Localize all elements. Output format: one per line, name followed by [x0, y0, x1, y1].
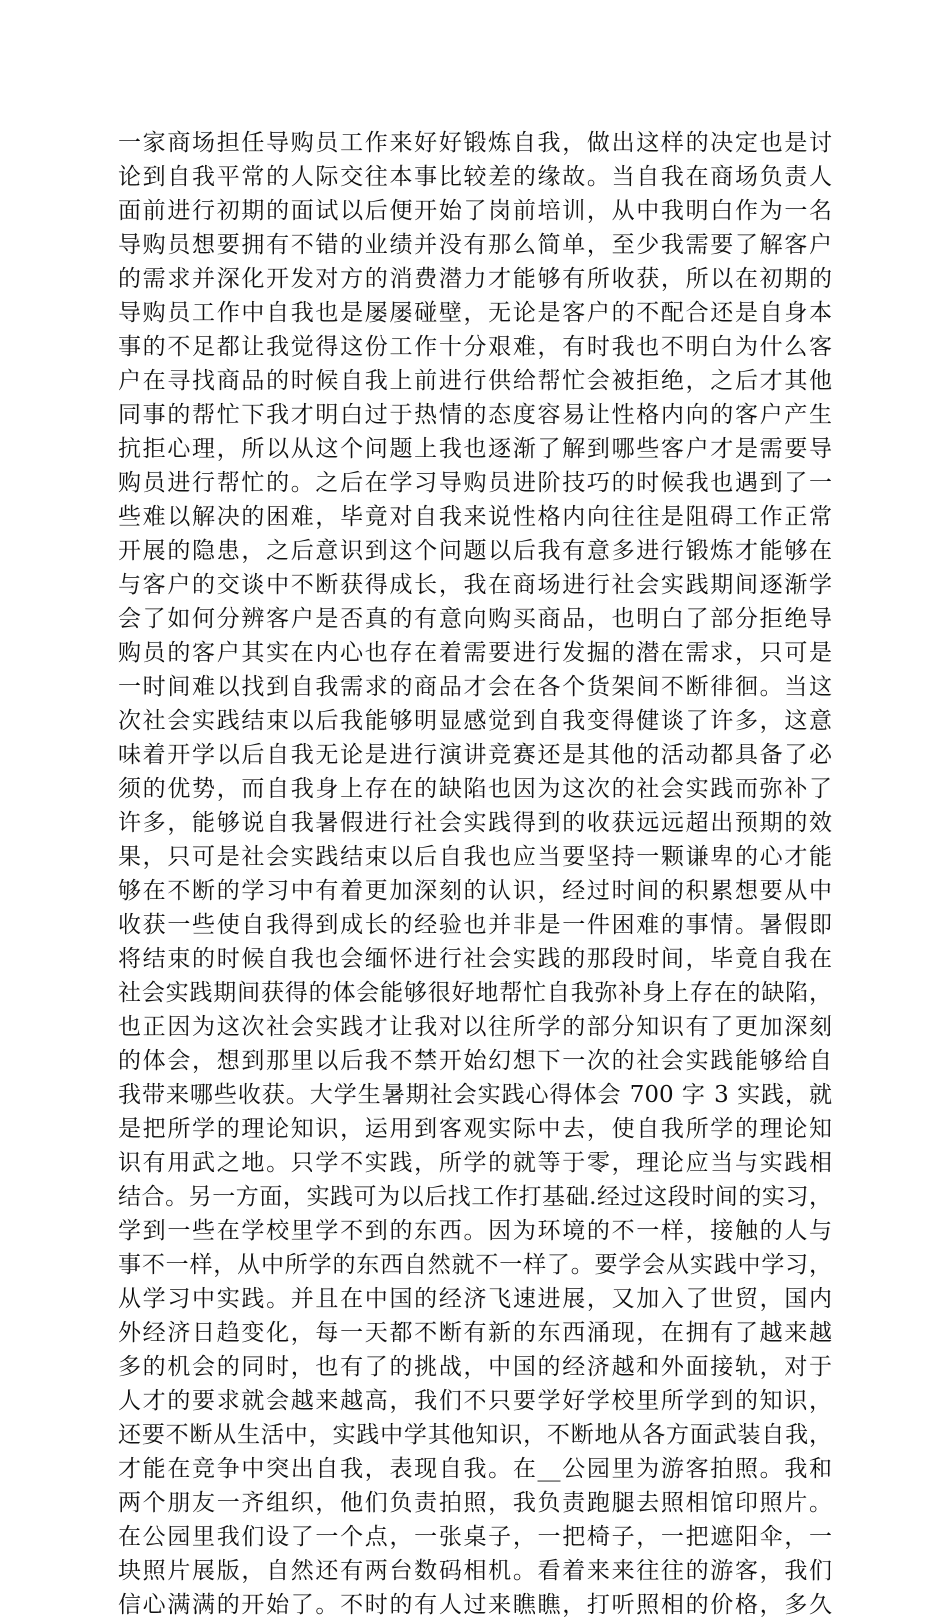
text-line: 购员的客户其实在内心也存在着需要进行发掘的潜在需求，只可是 [118, 640, 832, 666]
text-line: 会了如何分辨客户是否真的有意向购买商品，也明白了部分拒绝导 [118, 606, 832, 632]
text-line: 才能在竞争中突出自我，表现自我。在__公园里为游客拍照。我和 [118, 1456, 832, 1482]
text-line: 人才的要求就会越来越高，我们不只要学好学校里所学到的知识， [118, 1388, 832, 1414]
text-line: 够在不断的学习中有着更加深刻的认识，经过时间的积累想要从中 [118, 878, 832, 904]
body-text [118, 126, 832, 1622]
text-line: 一家商场担任导购员工作来好好锻炼自我，做出这样的决定也是讨 [118, 130, 832, 156]
text-line: 抗拒心理，所以从这个问题上我也逐渐了解到哪些客户才是需要导 [118, 436, 832, 462]
text-line: 在公园里我们设了一个点，一张桌子，一把椅子，一把遮阳伞，一 [118, 1524, 832, 1550]
text-line: 开展的隐患，之后意识到这个问题以后我有意多进行锻炼才能够在 [118, 538, 832, 564]
text-line: 还要不断从生活中，实践中学其他知识，不断地从各方面武装自我， [118, 1422, 832, 1448]
text-line: 户在寻找商品的时候自我上前进行供给帮忙会被拒绝，之后才其他 [118, 368, 832, 394]
text-line: 购员进行帮忙的。之后在学习导购员进阶技巧的时候我也遇到了一 [118, 470, 832, 496]
text-line: 外经济日趋变化，每一天都不断有新的东西涌现，在拥有了越来越 [118, 1320, 832, 1346]
text-line: 的体会，想到那里以后我不禁开始幻想下一次的社会实践能够给自 [118, 1048, 832, 1074]
text-line: 两个朋友一齐组织，他们负责拍照，我负责跑腿去照相馆印照片。 [118, 1490, 832, 1516]
text-line: 一时间难以找到自我需求的商品才会在各个货架间不断徘徊。当这 [118, 674, 832, 700]
text-line: 导购员工作中自我也是屡屡碰壁，无论是客户的不配合还是自身本 [118, 300, 832, 326]
text-line: 果，只可是社会实践结束以后自我也应当要坚持一颗谦卑的心才能 [118, 844, 832, 870]
text-line: 结合。另一方面，实践可为以后找工作打基础.经过这段时间的实习， [118, 1184, 832, 1210]
text-line: 的需求并深化开发对方的消费潜力才能够有所收获，所以在初期的 [118, 266, 832, 292]
text-line: 我带来哪些收获。大学生暑期社会实践心得体会 700 字 3 实践，就 [118, 1082, 832, 1108]
text-line: 识有用武之地。只学不实践，所学的就等于零，理论应当与实践相 [118, 1150, 832, 1176]
text-line: 次社会实践结束以后我能够明显感觉到自我变得健谈了许多，这意 [118, 708, 832, 734]
text-line: 将结束的时候自我也会缅怀进行社会实践的那段时间，毕竟自我在 [118, 946, 832, 972]
text-line: 从学习中实践。并且在中国的经济飞速进展，又加入了世贸，国内 [118, 1286, 832, 1312]
text-line: 社会实践期间获得的体会能够很好地帮忙自我弥补身上存在的缺陷， [118, 980, 832, 1006]
text-line: 事的不足都让我觉得这份工作十分艰难，有时我也不明白为什么客 [118, 334, 832, 360]
text-line: 是把所学的理论知识，运用到客观实际中去，使自我所学的理论知 [118, 1116, 832, 1142]
text-line: 学到一些在学校里学不到的东西。因为环境的不一样，接触的人与 [118, 1218, 832, 1244]
text-line: 块照片展版，自然还有两台数码相机。看着来来往往的游客，我们 [118, 1558, 832, 1584]
text-line: 论到自我平常的人际交往本事比较差的缘故。当自我在商场负责人 [118, 164, 832, 190]
text-line: 收获一些使自我得到成长的经验也并非是一件困难的事情。暑假即 [118, 912, 832, 938]
text-line: 些难以解决的困难，毕竟对自我来说性格内向往往是阻碍工作正常 [118, 504, 832, 530]
text-line: 同事的帮忙下我才明白过于热情的态度容易让性格内向的客户产生 [118, 402, 832, 428]
text-line: 信心满满的开始了。不时的有人过来瞧瞧，打听照相的价格，多久 [118, 1592, 832, 1618]
text-line: 许多，能够说自我暑假进行社会实践得到的收获远远超出预期的效 [118, 810, 832, 836]
text-line: 多的机会的同时，也有了的挑战，中国的经济越和外面接轨，对于 [118, 1354, 832, 1380]
text-line: 须的优势，而自我身上存在的缺陷也因为这次的社会实践而弥补了 [118, 776, 832, 802]
text-line: 也正因为这次社会实践才让我对以往所学的部分知识有了更加深刻 [118, 1014, 832, 1040]
text-line: 与客户的交谈中不断获得成长，我在商场进行社会实践期间逐渐学 [118, 572, 832, 598]
text-line: 事不一样，从中所学的东西自然就不一样了。要学会从实践中学习， [118, 1252, 832, 1278]
text-line: 导购员想要拥有不错的业绩并没有那么简单，至少我需要了解客户 [118, 232, 832, 258]
text-line: 味着开学以后自我无论是进行演讲竞赛还是其他的活动都具备了必 [118, 742, 832, 768]
text-line: 面前进行初期的面试以后便开始了岗前培训，从中我明白作为一名 [118, 198, 832, 224]
